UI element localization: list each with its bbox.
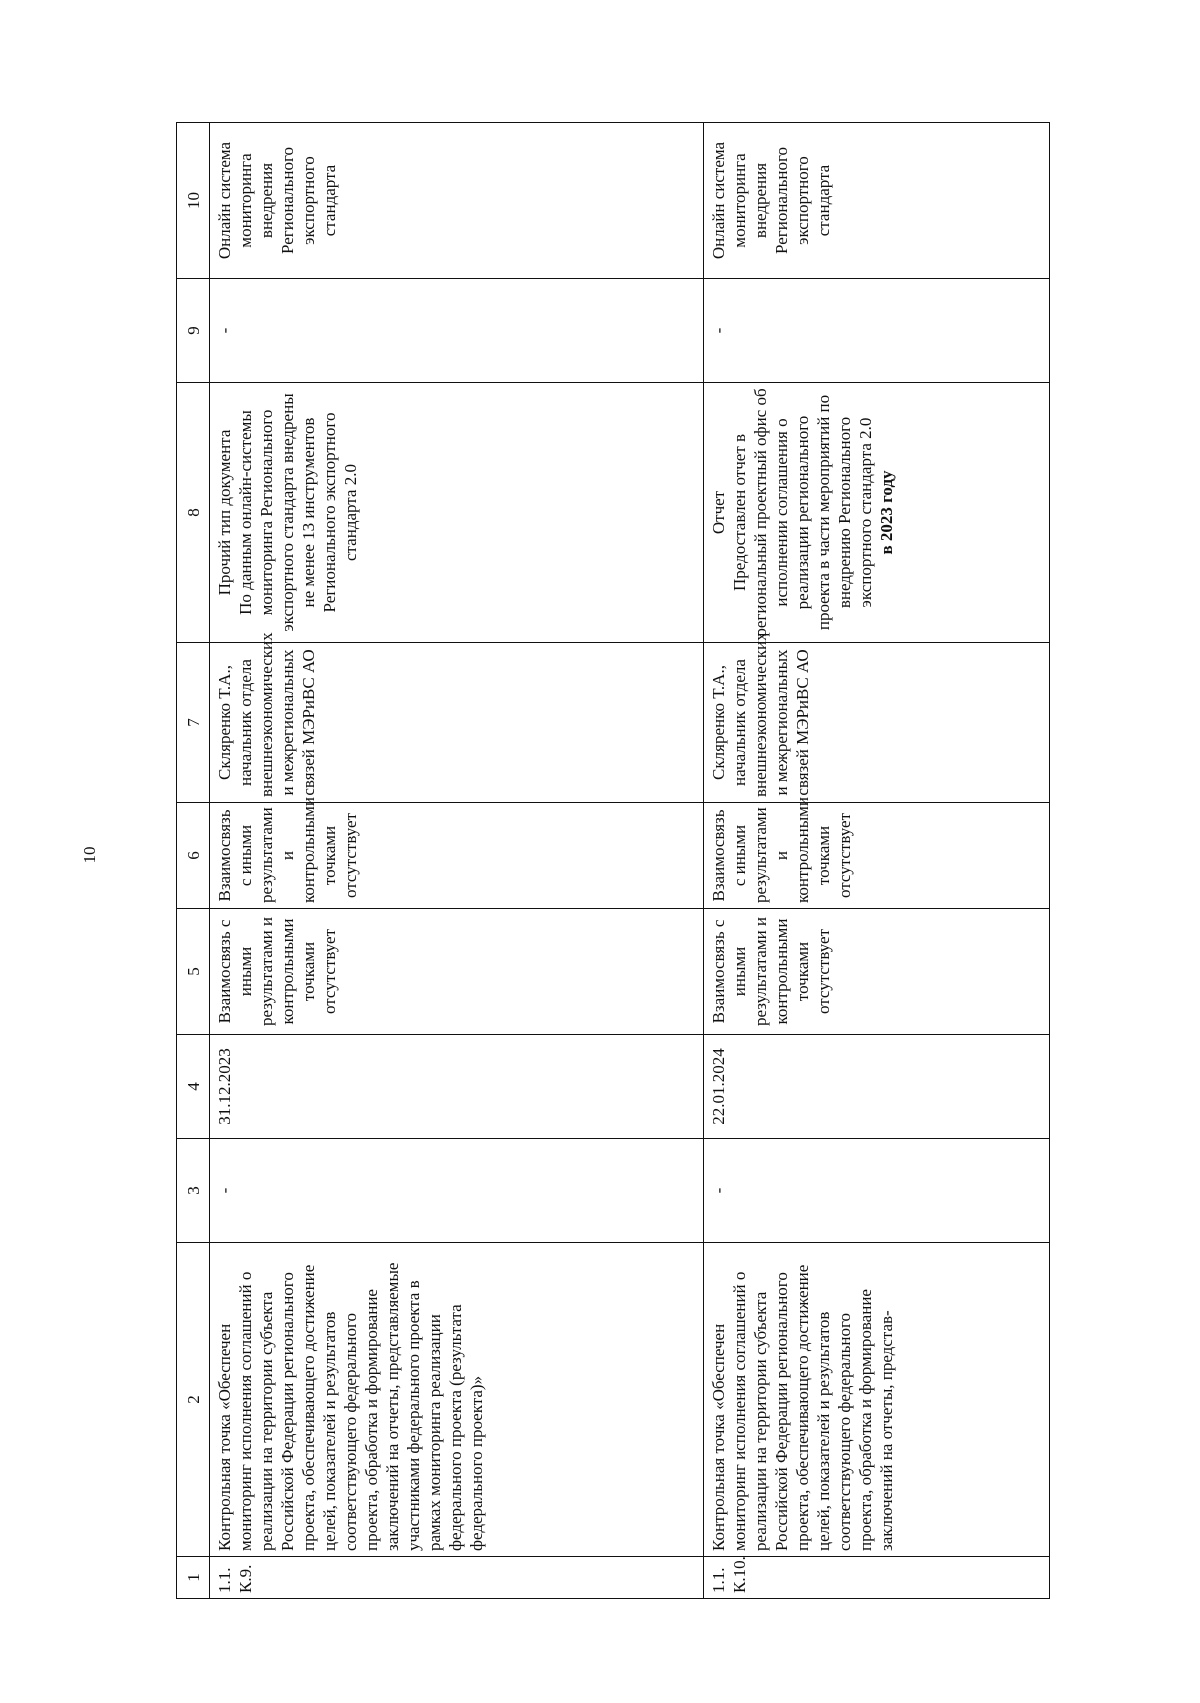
rotated-table-container [176,123,1050,1599]
cell-col3: - [210,1139,704,1243]
control-point-name: Контрольная точка «Обеспечен мониторинг исполнения соглашений о реализации на территории субъекта Российской Федерации регионального проекта, обеспечивающего достижение целей, показателей и результатов соответствующего федерального проекта, обработка и формирование заключений на отчеты, представляемые участниками федерального проекта в рамках мониторинга реализации федерального проекта (результата федерального проекта)» [210,1243,704,1557]
cell-col9: - [210,279,704,383]
header-row [177,123,210,1599]
document-type: Отчет [708,490,728,535]
relation-results: Взаимосвязь с иными результатами и контрольными точками отсутствует [703,909,1050,1035]
col-header-10: 10 [177,123,210,279]
relation-points: Взаимосвязь с иными результатами и контрольными точками отсутствует [703,803,1050,909]
info-system: Онлайн система мониторинга внедрения Регионального экспортного стандарта [210,123,704,279]
row-number: 1.1. К.9. [210,1557,704,1599]
plan-table [176,122,1050,1599]
relation-results: Взаимосвязь с иными результатами и контрольными точками отсутствует [210,909,704,1035]
document-type: Прочий тип документа [215,429,234,596]
col-header-1: 1 [177,1557,210,1599]
col-header-8: 8 [177,383,210,643]
due-date: 22.01.2024 [703,1035,1050,1139]
col-header-5: 5 [177,909,210,1035]
col-header-6: 6 [177,803,210,909]
relation-points: Взаимосвязь с иными результатами и контрольными точками отсутствует [210,803,704,909]
col-header-2: 2 [177,1243,210,1557]
table-row [703,123,1050,1599]
document-text: По данным онлайн-системы мониторинга Регионального экспортного стандарта внедрены не менее 13 инструментов Регионального экспортного стандарта 2.0 [236,393,360,632]
row-number: 1.1. К.10. [703,1557,1050,1599]
info-system: Онлайн система мониторинга внедрения Регионального экспортного стандарта [703,123,1050,279]
col-header-3: 3 [177,1139,210,1243]
cell-col3: - [703,1139,1050,1243]
col-header-7: 7 [177,643,210,803]
responsible-person: Скляренко Т.А., начальник отдела внешнеэкономических и межрегиональных связей МЭРиВС АО [210,643,704,803]
table-row [210,123,704,1599]
document-text: Предоставлен отчет в региональный проектный офис об исполнении соглашения о реализации регионального проекта в части мероприятий по внедрению Регионального экспортного стандарта 2.0 [729,388,875,637]
cell-col9: - [703,279,1050,383]
page-number: 10 [80,846,99,864]
document-description [703,383,1050,643]
col-header-9: 9 [177,279,210,383]
due-date: 31.12.2023 [210,1035,704,1139]
document-description [210,383,704,643]
col-header-4: 4 [177,1035,210,1139]
control-point-name: Контрольная точка «Обеспечен мониторинг исполнения соглашений о реализации на территории субъекта Российской Федерации регионального проекта, обеспечивающего достижение целей, показателей и результатов соответствующего федерального проекта, обработка и формирование заключений на отчеты, представ- [703,1243,1050,1557]
document-period: в 2023 году [876,470,896,555]
responsible-person: Скляренко Т.А., начальник отдела внешнеэкономических и межрегиональных связей МЭРиВС АО [703,643,1050,803]
